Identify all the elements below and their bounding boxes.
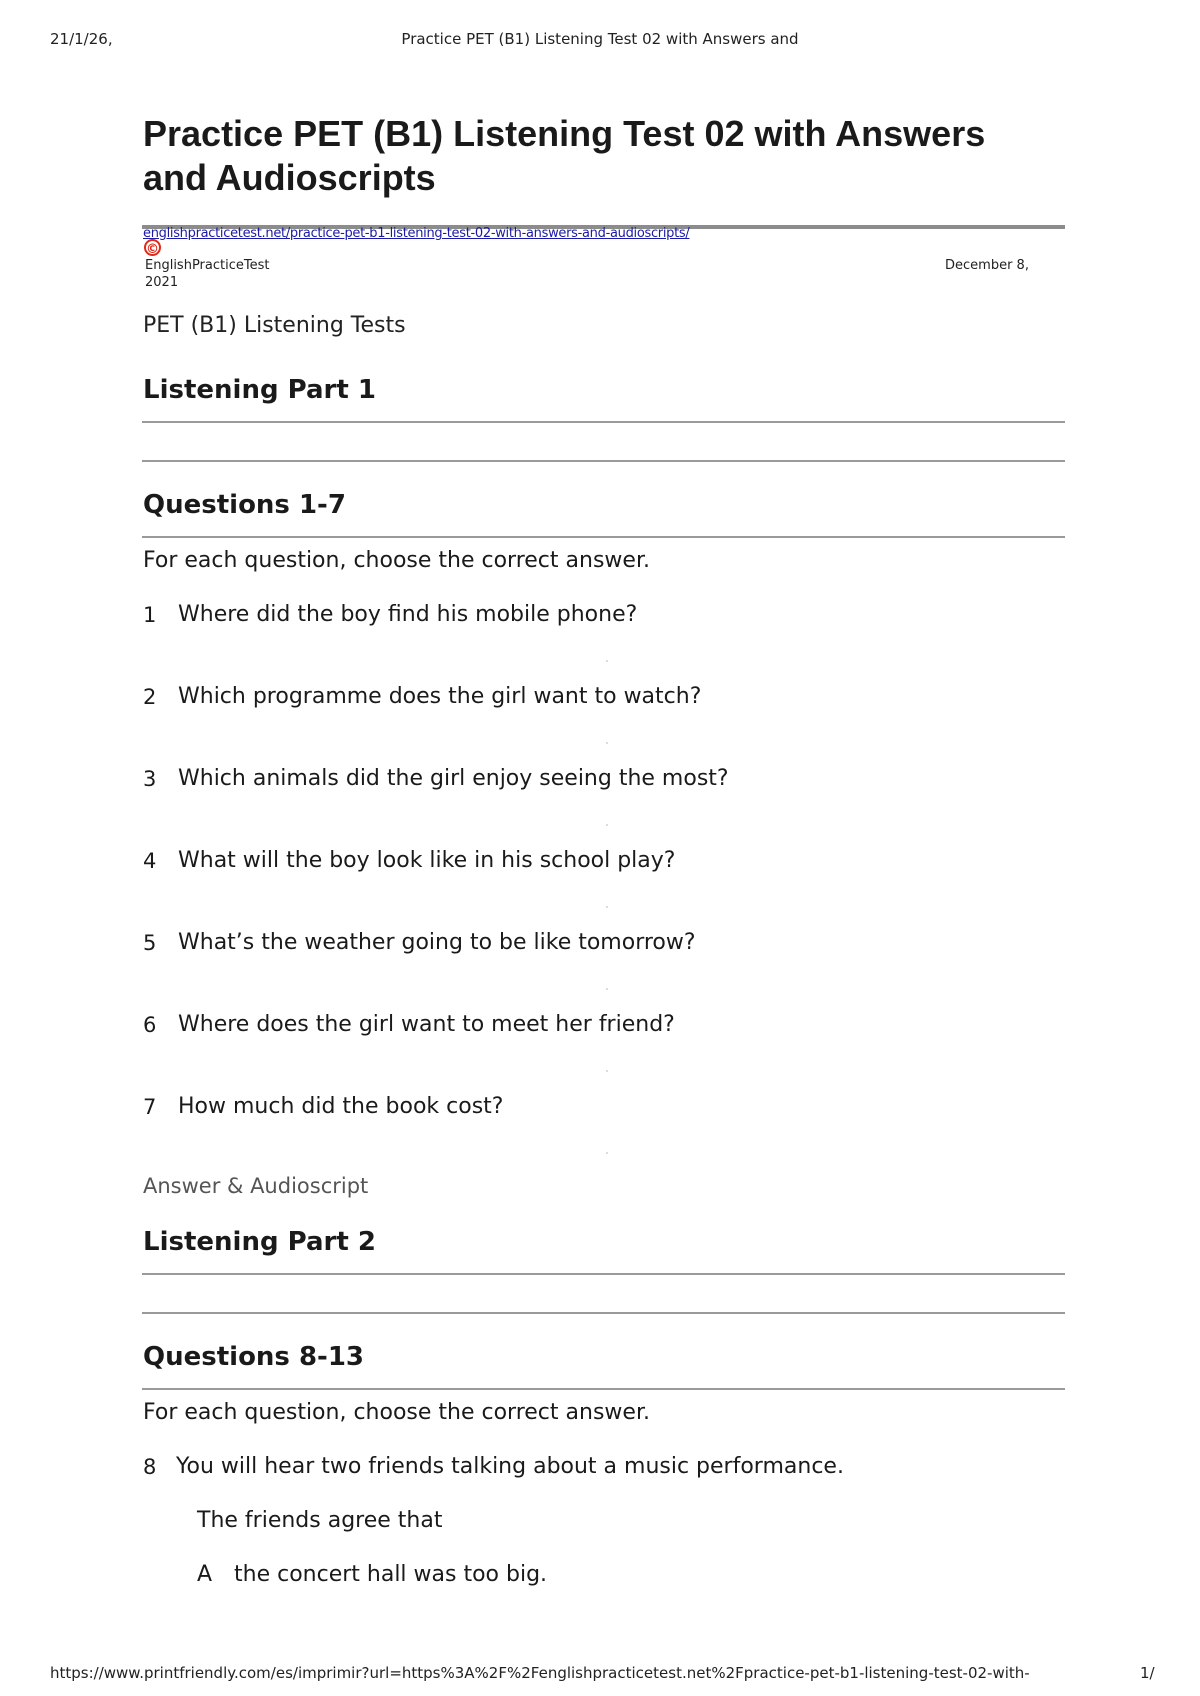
part1-questions-rule [142,536,1065,538]
question-number: 5 [143,931,157,955]
copyright-icon: © [144,239,161,256]
option-letter: A [197,1562,213,1587]
question-number: 7 [143,1095,157,1119]
page-number: 1/ [1140,1664,1155,1682]
option-text: the concert hall was too big. [234,1562,548,1587]
part1-instruction: For each question, choose the correct answer. [143,548,650,573]
question-number: 6 [143,1013,157,1037]
part2-instruction: For each question, choose the correct answer. [143,1400,650,1425]
part2-heading: Listening Part 2 [143,1227,376,1257]
question-image-placeholder [606,1152,608,1154]
question-image-placeholder [606,824,608,826]
question-number: 8 [143,1455,157,1479]
print-date: 21/1/26, [50,30,113,48]
part1-heading: Listening Part 1 [143,375,376,405]
answer-audioscript-link[interactable]: Answer & Audioscript [143,1174,369,1198]
question-image-placeholder [606,660,608,662]
question-prompt: The friends agree that [197,1508,443,1533]
question-text: You will hear two friends talking about a music performance. [176,1454,844,1479]
question-text: What will the boy look like in his school play? [178,848,676,873]
question-text: How much did the book cost? [178,1094,504,1119]
question-number: 3 [143,767,157,791]
question-text: Where did the boy find his mobile phone? [178,602,638,627]
question-number: 1 [143,603,157,627]
print-footer-url: https://www.printfriendly.com/es/imprimir?url=https%3A%2F%2Fenglishpracticetest.net%2Fpractice-pet-b1-listening-test-02-with- [50,1664,1030,1682]
part2-heading-rule [142,1273,1065,1275]
author: EnglishPracticeTest [145,258,270,273]
question-number: 4 [143,849,157,873]
part1-questions-heading: Questions 1-7 [143,490,346,520]
part2-questions-heading: Questions 8-13 [143,1342,365,1372]
question-text: Which programme does the girl want to watch? [178,684,702,709]
question-image-placeholder [606,742,608,744]
publish-year: 2021 [145,275,179,290]
question-text: Which animals did the girl enjoy seeing the most? [178,766,729,791]
question-image-placeholder [606,1070,608,1072]
question-image-placeholder [606,906,608,908]
question-text: What’s the weather going to be like tomorrow? [178,930,696,955]
part2-questions-rule [142,1388,1065,1390]
print-header-title: Practice PET (B1) Listening Test 02 with Answers and [401,30,799,48]
category-label: PET (B1) Listening Tests [143,313,406,338]
question-image-placeholder [606,988,608,990]
part2-separator [142,1312,1065,1314]
part1-separator [142,460,1065,462]
source-url-link[interactable]: englishpracticetest.net/practice-pet-b1-listening-test-02-with-answers-and-audioscripts/ [143,226,690,241]
page-title: Practice PET (B1) Listening Test 02 with Answers and Audioscripts [143,113,986,198]
publish-date: December 8, [945,258,1029,273]
question-text: Where does the girl want to meet her friend? [178,1012,675,1037]
part1-heading-rule [142,421,1065,423]
question-number: 2 [143,685,157,709]
